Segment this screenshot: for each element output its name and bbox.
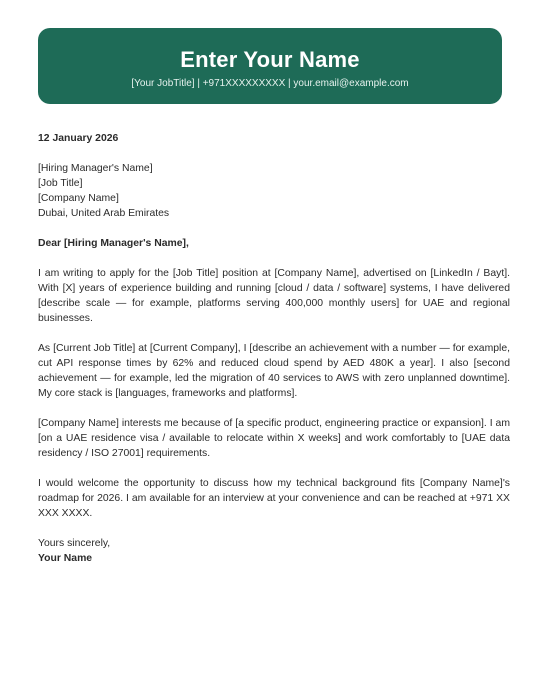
signature-name: Your Name <box>38 553 93 564</box>
salutation: Dear [Hiring Manager's Name], <box>38 238 189 249</box>
recipient-name: [Hiring Manager's Name] <box>38 163 153 174</box>
closing-phrase: Yours sincerely, <box>38 538 111 549</box>
header-banner <box>38 28 502 104</box>
paragraph-achievements: As [Current Job Title] at [Current Company], I [describe an achievement with a number — for example, cut API response times by 62% and reduced cloud spend by AED 480K a year]. I also [second achievement — for example, led the migration of 40 services to AWS with zero unplanned downtime]. My core stack is [languages, frameworks and platforms]. <box>38 343 510 399</box>
contact-line: [Your JobTitle] | +971XXXXXXXXX | your.email@example.com <box>131 78 409 89</box>
recipient-location: Dubai, United Arab Emirates <box>38 208 170 219</box>
letter-date: 12 January 2026 <box>38 133 119 144</box>
letter-body <box>38 131 510 566</box>
paragraph-intro: I am writing to apply for the [Job Title] position at [Company Name], advertised on [LinkedIn / Bayt]. With [X] years of experience building and running [cloud / data / software] systems, I have delivered [describe scale — for example, platforms serving 400,000 monthly users] for UAE and regional businesses. <box>38 268 510 324</box>
recipient-title: [Job Title] <box>38 178 83 189</box>
recipient-block <box>38 161 510 221</box>
applicant-name: Enter Your Name <box>180 47 360 72</box>
recipient-company: [Company Name] <box>38 193 119 204</box>
paragraph-motivation: [Company Name] interests me because of [a specific product, engineering practice or expansion]. I am [on a UAE residence visa / available to relocate within X weeks] and work comfortably to [UAE data residency / ISO 27001] requirements. <box>38 418 510 459</box>
paragraph-closing: I would welcome the opportunity to discuss how my technical background fits [Company Name]'s roadmap for 2026. I am available for an interview at your convenience and can be reached at +971 XX XXX XXXX. <box>38 478 510 519</box>
